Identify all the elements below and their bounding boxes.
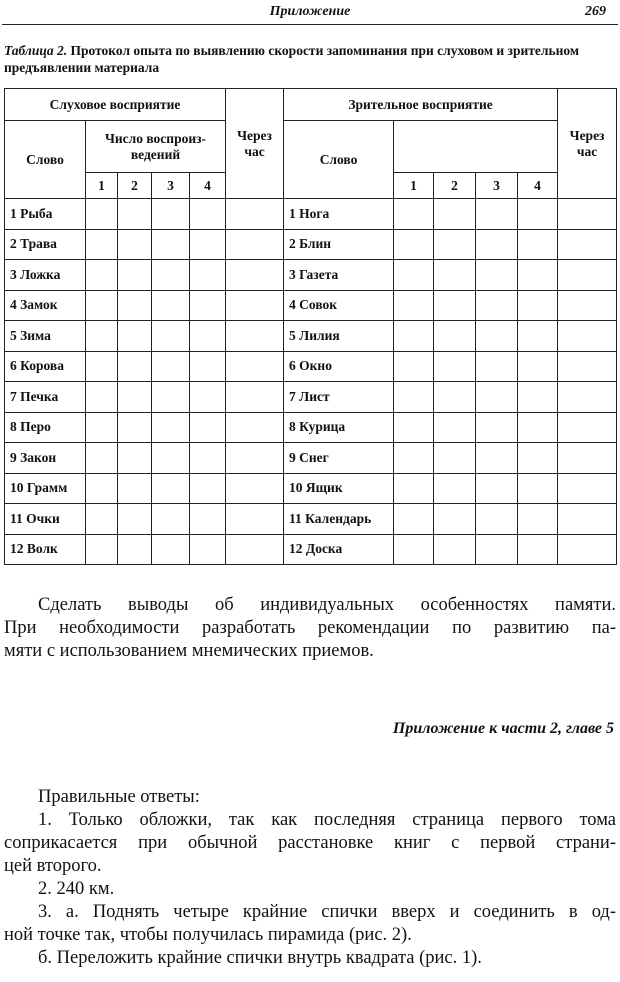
empty-cell [558, 351, 617, 382]
table-row [5, 504, 617, 535]
empty-cell [190, 504, 226, 535]
empty-cell [434, 412, 476, 443]
empty-cell [190, 351, 226, 382]
auditory-word-cell: 11 Очки [5, 504, 86, 535]
empty-cell [394, 443, 434, 474]
empty-cell [476, 321, 518, 352]
empty-cell [152, 351, 190, 382]
empty-cell [190, 473, 226, 504]
empty-cell [434, 504, 476, 535]
table-row [5, 382, 617, 413]
empty-cell [394, 351, 434, 382]
table-caption-label: Таблица 2. [4, 43, 68, 58]
table-row [5, 412, 617, 443]
empty-cell [434, 351, 476, 382]
empty-cell [394, 199, 434, 230]
empty-cell [118, 260, 152, 291]
empty-cell [476, 382, 518, 413]
empty-cell [558, 504, 617, 535]
empty-cell [190, 321, 226, 352]
empty-cell [226, 199, 284, 230]
protocol-table [4, 88, 617, 565]
empty-cell [226, 382, 284, 413]
auditory-word-cell: 4 Замок [5, 290, 86, 321]
visual-word-cell: 11 Календарь [284, 504, 394, 535]
empty-cell [476, 443, 518, 474]
empty-cell [190, 290, 226, 321]
empty-cell [434, 199, 476, 230]
empty-cell [86, 534, 118, 565]
empty-cell [476, 534, 518, 565]
empty-cell [86, 351, 118, 382]
answer-3b: б. Переложить крайние спички внутрь квадрата (рис. 1). [38, 948, 482, 968]
conclusion-paragraph [4, 594, 616, 663]
page-header-title: Приложение [269, 4, 351, 19]
empty-cell [152, 260, 190, 291]
empty-cell [118, 534, 152, 565]
empty-cell [226, 321, 284, 352]
visual-word-cell: 1 Нога [284, 199, 394, 230]
answers-intro: Правильные ответы: [38, 787, 200, 807]
empty-cell [476, 290, 518, 321]
table-row [5, 473, 617, 504]
empty-cell [394, 290, 434, 321]
empty-cell [190, 199, 226, 230]
auditory-header: Слуховое восприятие [5, 89, 226, 121]
empty-cell [394, 382, 434, 413]
running-head [0, 4, 620, 26]
table-row [5, 199, 617, 230]
empty-cell [190, 412, 226, 443]
empty-cell [518, 290, 558, 321]
reproductions-header-visual-empty [394, 121, 558, 173]
table-row [5, 260, 617, 291]
visual-word-cell: 4 Совок [284, 290, 394, 321]
empty-cell [226, 290, 284, 321]
empty-cell [518, 199, 558, 230]
empty-cell [558, 321, 617, 352]
empty-cell [476, 260, 518, 291]
empty-cell [518, 260, 558, 291]
page-number: 269 [585, 4, 606, 19]
reproduction-number: 1 [86, 173, 118, 199]
empty-cell [476, 229, 518, 260]
empty-cell [118, 321, 152, 352]
reproductions-header: Число воспроиз-ведений [86, 121, 226, 173]
empty-cell [518, 351, 558, 382]
visual-word-cell: 8 Курица [284, 412, 394, 443]
empty-cell [118, 382, 152, 413]
empty-cell [558, 534, 617, 565]
auditory-word-cell: 10 Грамм [5, 473, 86, 504]
empty-cell [226, 504, 284, 535]
empty-cell [394, 412, 434, 443]
reproduction-number: 3 [476, 173, 518, 199]
empty-cell [476, 199, 518, 230]
empty-cell [518, 504, 558, 535]
auditory-word-cell: 9 Закон [5, 443, 86, 474]
empty-cell [152, 382, 190, 413]
answer-1-line: 1. Только обложки, так как последняя страница первого тома [38, 810, 616, 830]
table-row [5, 321, 617, 352]
empty-cell [226, 443, 284, 474]
empty-cell [152, 473, 190, 504]
empty-cell [558, 473, 617, 504]
empty-cell [394, 534, 434, 565]
empty-cell [190, 229, 226, 260]
visual-word-cell: 7 Лист [284, 382, 394, 413]
empty-cell [226, 412, 284, 443]
table-row [5, 229, 617, 260]
empty-cell [118, 473, 152, 504]
table-row [5, 290, 617, 321]
visual-header: Зрительное восприятие [284, 89, 558, 121]
table-caption [4, 42, 614, 76]
empty-cell [518, 473, 558, 504]
empty-cell [558, 290, 617, 321]
empty-cell [518, 229, 558, 260]
empty-cell [476, 504, 518, 535]
empty-cell [434, 229, 476, 260]
empty-cell [118, 199, 152, 230]
empty-cell [518, 534, 558, 565]
answer-3a-line: ной точке так, чтобы получилась пирамида (рис. 2). [4, 925, 412, 945]
answer-3a-line: 3. а. Поднять четыре крайние спички вверх и соединить в од- [38, 902, 616, 922]
reproduction-number: 1 [394, 173, 434, 199]
empty-cell [118, 290, 152, 321]
empty-cell [226, 473, 284, 504]
empty-cell [152, 412, 190, 443]
empty-cell [434, 290, 476, 321]
empty-cell [86, 504, 118, 535]
after-hour-header-auditory: Через час [226, 89, 284, 199]
conclusion-line: При необходимости разработать рекомендации по развитию па- [4, 618, 616, 638]
auditory-word-cell: 12 Волк [5, 534, 86, 565]
empty-cell [434, 473, 476, 504]
auditory-word-cell: 5 Зима [5, 321, 86, 352]
empty-cell [558, 382, 617, 413]
after-hour-header-visual: Через час [558, 89, 617, 199]
empty-cell [518, 443, 558, 474]
empty-cell [518, 321, 558, 352]
empty-cell [434, 260, 476, 291]
table-row [5, 443, 617, 474]
empty-cell [86, 412, 118, 443]
empty-cell [434, 382, 476, 413]
empty-cell [86, 290, 118, 321]
empty-cell [518, 382, 558, 413]
reproduction-number: 4 [190, 173, 226, 199]
empty-cell [558, 229, 617, 260]
table-caption-text: Протокол опыта по выявлению скорости запоминания при слуховом и зрительном предъявлении материала [4, 43, 580, 75]
empty-cell [190, 260, 226, 291]
answer-2: 2. 240 км. [38, 879, 115, 899]
empty-cell [86, 260, 118, 291]
answer-1-line: цей второго. [4, 856, 102, 876]
conclusion-line: мяти с использованием мнемических приемов. [4, 641, 374, 661]
empty-cell [394, 260, 434, 291]
empty-cell [118, 412, 152, 443]
empty-cell [226, 534, 284, 565]
empty-cell [558, 412, 617, 443]
visual-word-cell: 3 Газета [284, 260, 394, 291]
visual-word-cell: 5 Лилия [284, 321, 394, 352]
empty-cell [152, 290, 190, 321]
visual-word-cell: 6 Окно [284, 351, 394, 382]
empty-cell [86, 229, 118, 260]
auditory-word-cell: 3 Ложка [5, 260, 86, 291]
visual-word-cell: 10 Ящик [284, 473, 394, 504]
empty-cell [476, 473, 518, 504]
empty-cell [434, 321, 476, 352]
empty-cell [226, 260, 284, 291]
word-header-visual: Слово [284, 121, 394, 199]
reproduction-number: 2 [434, 173, 476, 199]
table-row [5, 351, 617, 382]
empty-cell [476, 412, 518, 443]
visual-word-cell: 2 Блин [284, 229, 394, 260]
empty-cell [434, 443, 476, 474]
reproduction-number: 3 [152, 173, 190, 199]
answer-1-line: соприкасается при обычной расстановке книг с первой страни- [4, 833, 616, 853]
empty-cell [518, 412, 558, 443]
empty-cell [190, 382, 226, 413]
empty-cell [86, 443, 118, 474]
table-row [5, 534, 617, 565]
auditory-word-cell: 1 Рыба [5, 199, 86, 230]
empty-cell [226, 351, 284, 382]
empty-cell [152, 229, 190, 260]
conclusion-line: Сделать выводы об индивидуальных особенностях памяти. [38, 595, 616, 615]
empty-cell [394, 321, 434, 352]
empty-cell [152, 534, 190, 565]
auditory-word-cell: 7 Печка [5, 382, 86, 413]
answers-section [4, 786, 616, 970]
empty-cell [86, 382, 118, 413]
reproduction-number: 4 [518, 173, 558, 199]
empty-cell [86, 321, 118, 352]
header-rule [2, 24, 618, 25]
empty-cell [152, 199, 190, 230]
empty-cell [118, 229, 152, 260]
empty-cell [152, 321, 190, 352]
empty-cell [118, 443, 152, 474]
empty-cell [152, 443, 190, 474]
word-header-auditory: Слово [5, 121, 86, 199]
auditory-word-cell: 2 Трава [5, 229, 86, 260]
empty-cell [394, 229, 434, 260]
reproduction-number: 2 [118, 173, 152, 199]
empty-cell [190, 443, 226, 474]
visual-word-cell: 12 Доска [284, 534, 394, 565]
visual-word-cell: 9 Снег [284, 443, 394, 474]
auditory-word-cell: 6 Корова [5, 351, 86, 382]
empty-cell [190, 534, 226, 565]
empty-cell [86, 199, 118, 230]
empty-cell [86, 473, 118, 504]
empty-cell [118, 351, 152, 382]
empty-cell [558, 443, 617, 474]
auditory-word-cell: 8 Перо [5, 412, 86, 443]
empty-cell [118, 504, 152, 535]
empty-cell [558, 199, 617, 230]
empty-cell [434, 534, 476, 565]
empty-cell [558, 260, 617, 291]
empty-cell [394, 504, 434, 535]
empty-cell [476, 351, 518, 382]
appendix-heading: Приложение к части 2, главе 5 [392, 720, 614, 737]
empty-cell [226, 229, 284, 260]
empty-cell [152, 504, 190, 535]
empty-cell [394, 473, 434, 504]
